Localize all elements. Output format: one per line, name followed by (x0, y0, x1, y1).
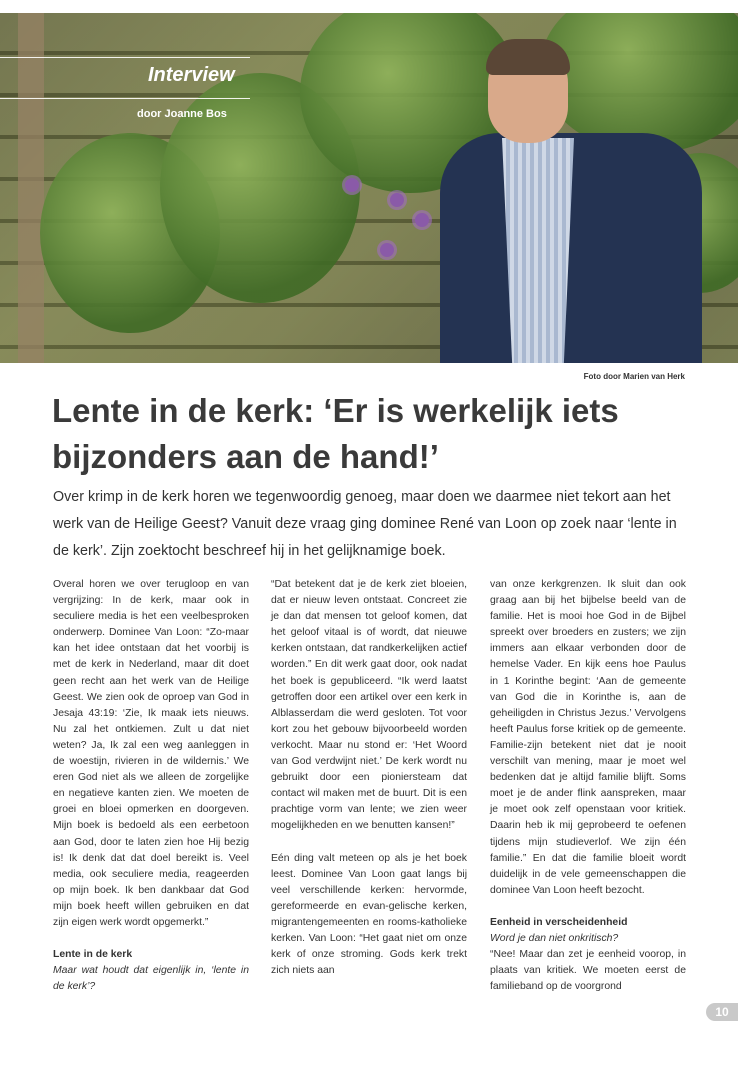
article-title: Lente in de kerk: ‘Er is werkelijk iets bijzonders aan de hand!’ (52, 392, 619, 475)
paragraph: “Dat betekent dat je de kerk ziet bloeien, dat er nieuw leven ontstaat. Concreet zie je dan dat mensen tot geloof komen, dat het geloof vitaal is of wordt, dat nieuwe kerken ontstaan, dat randkerkelijken actief worden.” En dit werk gaat door, ook nadat het boek is gepubliceerd. “Ik werd laatst getroffen door een artikel over een kerk in Alblasserdam die werd gesloten. Tot voor kort zou het gebouw bijvoorbeeld worden verkocht. Maar nu stond er: ‘Het Woord van God verdwijnt niet.’ De kerk wordt nu gebruikt door een pioniersteam dat contact wil maken met de buurt. Dit is een prachtige vorm van lente; we zien weer mogelijkheden en we benutten kansen!” (271, 579, 467, 832)
text-column-2 (271, 577, 467, 979)
header-rule-top (0, 57, 250, 58)
byline: door Joanne Bos (137, 108, 227, 120)
clematis-flower (380, 243, 394, 257)
paragraph: Eén ding valt meteen op als je het boek leest. Dominee Van Loon gaat langs bij veel verschillende kerken: hervormde, gereformeerde en evan-gelische kerken, migrantengemeenten en rooms-katholieke kerken. Van Loon: “Het gaat niet om onze kerk of onze stroming. Gods kerk trekt zich niets aan (271, 852, 467, 977)
hair (486, 39, 570, 75)
text-column-1 (53, 577, 249, 995)
question: Maar wat houdt dat eigenlijk in, ‘lente in de kerk’? (53, 965, 249, 993)
paragraph: van onze kerkgrenzen. Ik sluit dan ook graag aan bij het bijbelse beeld van de familie. Het is mooi hoe God in de Bijbel spreekt over broeders en zusters; we zijn immers aan elkaar verbonden door de hemelse Vader. En kijk eens hoe Paulus in 1 Korinthe begint: ‘Aan de gemeente van God die in Korinthe is, aan de geheiligden in Christus Jezus.’ Vervolgens heeft Paulus forse kritiek op de gemeente. Familie-zijn betekent niet dat je nooit verschilt van mening, maar je moet wel bedenken dat je altijd familie blijft. Soms moet je de ander flink aanspreken, maar je moet ook zelf openstaan voor kritiek. Daarin heb ik mij geprobeerd te oefenen tijdens mijn studieverlof. We zijn één familie.” En dat die familie bloeit wordt duidelijk in de vele gemeenschappen die dominee Van Loon heeft bezocht. (490, 579, 686, 896)
shirt (502, 138, 574, 363)
text-column-3 (490, 577, 686, 995)
paragraph: “Nee! Maar dan zet je eenheid voorop, in plaats van kritiek. We moeten eerst de familieband op de voorgrond (490, 949, 686, 993)
subheading: Eenheid in verscheidenheid (490, 916, 628, 928)
clematis-flower (415, 213, 429, 227)
article-intro: Over krimp in de kerk horen we tegenwoordig genoeg, maar doen we daarmee niet tekort aan het werk van de Heilige Geest? Vanuit deze vraag ging dominee René van Loon op zoek naar ‘lente in de kerk’. Zijn zoektocht beschreef hij in het gelijknamige boek. (53, 489, 677, 559)
header-rule-bottom (0, 98, 250, 99)
fence-post (18, 13, 44, 363)
header-photo (0, 13, 738, 363)
section-label: Interview (148, 64, 235, 86)
question: Word je dan niet onkritisch? (490, 932, 619, 944)
clematis-flower (390, 193, 404, 207)
page-number: 10 (706, 1003, 738, 1021)
subheading: Lente in de kerk (53, 949, 133, 961)
clematis-flower (345, 178, 359, 192)
photo-credit: Foto door Marien van Herk (583, 372, 685, 381)
portrait-person (440, 43, 720, 363)
paragraph: Overal horen we over terugloop en van vergrijzing: In de kerk, maar ook in seculiere media is het een veelbesproken onderwerp. Dominee Van Loon: “Zo-maar kan het idee ontstaan dat het voorbij is met de kerk in Nederland, maar dit doet geen recht aan het werk van de Heilige Geest. We zien ook de oproep van God in Jesaja 43:19: ‘Zie, Ik maak iets nieuws. Nu zal het ontkiemen. Zult u dat niet weten? Ja, Ik zal een weg aanleggen in de woestijn, rivieren in de wildernis.’ We eren God niet als we alleen de zorgelijke en negatieve kanten zien. We moeten de groei en bloei opmerken en doorgeven. Mijn boek is bedoeld als een eerbetoon aan God, door te laten zien hoe Hij bezig is! Ik denk dat dat doel bereikt is. Veel media, ook seculiere media, reageerden op mijn boek. Ik ben dankbaar dat God mijn boek heeft willen gebruiken en dat zijn eigen werk wordt opgemerkt.” (53, 579, 249, 928)
